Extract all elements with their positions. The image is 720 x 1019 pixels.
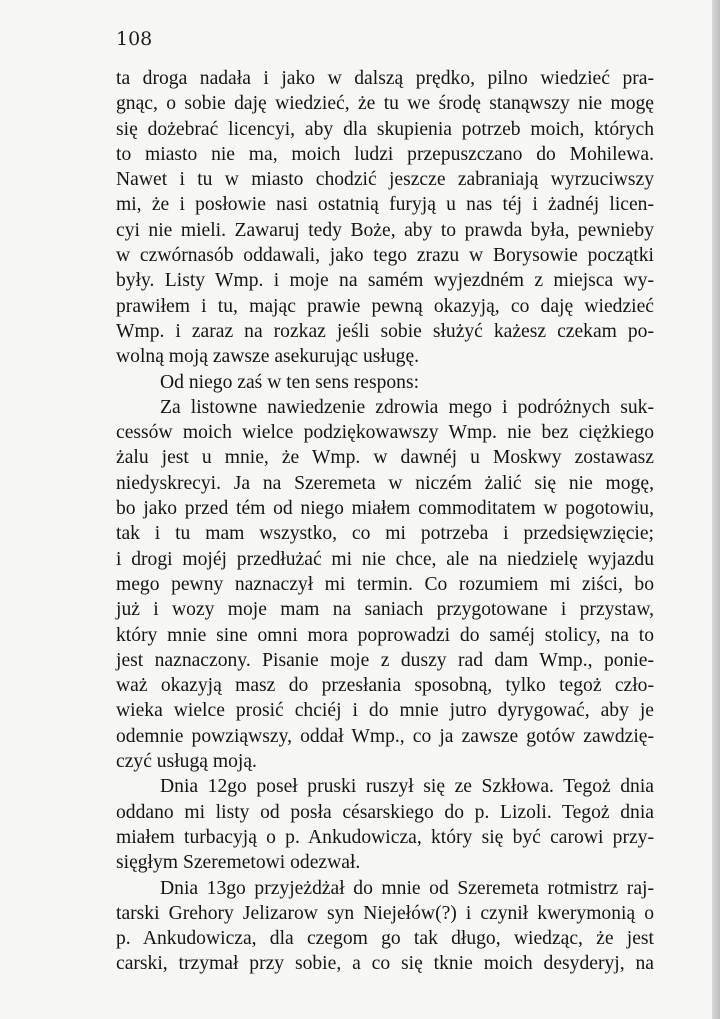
text-line: się dożebrać licencyi, aby dla skupienia potrzeb moich, których	[116, 118, 654, 140]
text-line: ta droga nadała i jako w dalszą prędko, pilno wiedzieć pra-	[116, 68, 654, 89]
text-line: p. Ankudowicza, dla czegom go tak długo, wiedząc, że jest	[116, 928, 654, 950]
page-number: 108	[116, 28, 153, 50]
text-line: wolną moją zawsze asekurując usługę.	[116, 346, 420, 368]
text-line: jest naznaczony. Pisanie moje z duszy rad dam Wmp., ponie-	[116, 649, 654, 671]
text-line: w czwórnasób oddawali, jako tego zrazu w Borysowie początki	[116, 245, 654, 267]
text-line: niedyskrecyi. Ja na Szeremeta w niczém żalić się nie mogę,	[116, 472, 654, 494]
text-line: czyć usługą moją.	[116, 751, 257, 773]
text-line: żalu jest u mnie, że Wmp. w dawnéj u Moskwy zostawasz	[116, 447, 654, 469]
text-line: Wmp. i zaraz na rozkaz jeśli sobie służyć każesz czekam po-	[116, 320, 654, 342]
text-line: Nawet i tu w miasto chodzić jeszcze zabraniają wyrzuciwszy	[116, 169, 654, 191]
text-line: prawiłem i tu, mając prawie pewną okazyją, co daję wiedzieć	[116, 295, 654, 317]
text-line: sięgłym Szeremetowi odezwał.	[116, 852, 361, 874]
text-line: oddano mi listy od posła césarskiego do p. Lizoli. Tegoż dnia	[116, 801, 654, 823]
text-line: carski, trzymał przy sobie, a co się tknie moich desyderyj, na	[116, 953, 654, 975]
text-line: gnąc, o sobie daję wiedzieć, że tu we środę stanąwszy nie mogę	[116, 93, 654, 115]
text-line: wieka wielce prosić chciéj i do mnie jutro dyrygować, aby je	[116, 700, 654, 722]
text-line: tarski Grehory Jelizarow syn Niejełów(?) i czynił kwerymonią o	[116, 902, 654, 924]
text-line: Dnia 12go poseł pruski ruszył się ze Szkłowa. Tegoż dnia	[160, 776, 654, 798]
text-line: to miasto nie ma, moich ludzi przepuszczano do Mohilewa.	[116, 143, 654, 165]
text-line: miałem turbacyją o p. Ankudowicza, który się być carowi przy-	[116, 826, 654, 848]
page-edge	[712, 0, 720, 1019]
text-line: tak i tu mam wszystko, co mi potrzeba i przedsięwzięcie;	[116, 523, 654, 545]
text-line: Od niego zaś w ten sens respons:	[160, 371, 420, 393]
text-line: i drogi mojéj przedłużać mi nie chce, ale na niedzielę wyjazdu	[116, 548, 654, 570]
text-line: cessów moich wielce podziękowawszy Wmp. nie bez ciężkiego	[116, 422, 654, 444]
text-line: już i wozy moje mam na saniach przygotowane i przystaw,	[116, 599, 654, 621]
text-line: mi, że i posłowie nasi ostatnią furyją u nas téj i żadnéj licen-	[116, 194, 654, 216]
body-text	[116, 66, 654, 977]
text-line: Dnia 13go przyjeżdżał do mnie od Szeremeta rotmistrz raj-	[160, 877, 654, 899]
text-line: mego pewny naznaczył mi termin. Co rozumiem mi ziści, bo	[116, 573, 654, 595]
text-line: odemnie powziąwszy, oddał Wmp., co ja zawsze gotów zawdzię-	[116, 725, 654, 747]
text-line: Za listowne nawiedzenie zdrowia mego i podróżnych suk-	[160, 396, 654, 418]
text-line: cyi nie mieli. Zawaruj tedy Boże, aby to prawda była, pewnieby	[116, 219, 654, 241]
text-line: który mnie sine omni mora poprowadzi do saméj stolicy, na to	[116, 624, 654, 646]
text-line: bo jako przed tém od niego miałem commoditatem w pogotowiu,	[116, 498, 654, 520]
text-line: były. Listy Wmp. i moje na samém wyjezdném z miejsca wy-	[116, 270, 654, 292]
text-line: waż okazyją masz do przesłania sposobną, tylko tegoż czło-	[116, 675, 654, 697]
